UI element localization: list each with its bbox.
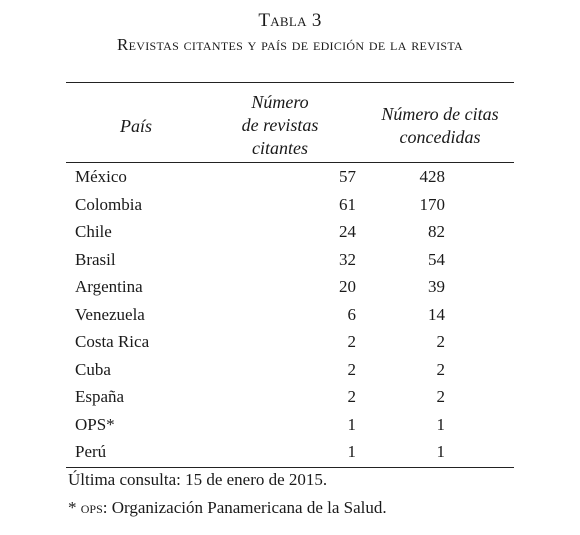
cell-journals: 6 — [347, 304, 356, 324]
table-row — [66, 277, 514, 305]
cell-country: Colombia — [75, 194, 143, 214]
table-row — [66, 442, 514, 470]
cell-journals: 2 — [347, 359, 356, 379]
cell-citations: 82 — [428, 222, 445, 241]
table-row — [66, 250, 514, 278]
header-journals-line-2: de revistas — [241, 115, 319, 135]
cell-citations: 2 — [436, 359, 445, 379]
table-row — [66, 167, 514, 195]
cell-journals: 24 — [339, 222, 356, 241]
cell-citations: 54 — [428, 249, 445, 269]
table-row — [66, 415, 514, 443]
cell-citations: 2 — [436, 387, 445, 406]
cell-journals: 1 — [347, 414, 356, 434]
header-country-label: País — [119, 116, 152, 136]
ops-footnote — [68, 498, 387, 518]
cell-citations: 428 — [419, 167, 445, 186]
cell-citations: 39 — [428, 277, 445, 296]
cell-citations: 14 — [428, 304, 445, 324]
header-country — [96, 115, 176, 138]
table-label: Tabla 3 — [258, 10, 322, 31]
cell-country: Cuba — [75, 359, 111, 379]
cell-country: Costa Rica — [75, 332, 150, 351]
table-row — [66, 387, 514, 415]
cell-journals: 57 — [339, 167, 356, 186]
table-row — [66, 305, 514, 333]
bottom-rule — [66, 467, 514, 468]
ops-footnote-text: : Organización Panamericana de la Salud. — [102, 498, 387, 517]
cell-country: Perú — [75, 442, 107, 461]
cell-country: OPS* — [75, 414, 115, 434]
cell-citations: 2 — [436, 332, 445, 351]
last-consult-note: Última consulta: 15 de enero de 2015. — [68, 470, 328, 489]
cell-journals: 61 — [339, 194, 356, 214]
cell-journals: 20 — [339, 277, 356, 296]
table-row — [66, 195, 514, 223]
table-row — [66, 332, 514, 360]
cell-journals: 1 — [347, 442, 356, 461]
header-journals-line-3: citantes — [252, 138, 308, 158]
cell-journals: 2 — [347, 387, 356, 406]
header-citations-line-2: concedidas — [399, 127, 481, 147]
cell-citations: 170 — [419, 194, 445, 214]
table-title: Revistas citantes y país de edición de la revista — [116, 35, 464, 54]
header-citations — [355, 103, 525, 149]
ops-footnote-marker: * — [68, 498, 81, 517]
table-row — [66, 222, 514, 250]
cell-country: Brasil — [75, 249, 116, 269]
cell-country: México — [75, 167, 127, 186]
header-journals-line-1: Número — [251, 92, 309, 112]
header-rule — [66, 162, 514, 163]
table-row — [66, 360, 514, 388]
cell-country: Argentina — [75, 277, 143, 296]
top-rule — [66, 82, 514, 83]
cell-journals: 32 — [339, 249, 356, 269]
header-citations-line-1: Número de citas — [381, 104, 499, 124]
header-journals — [220, 91, 340, 160]
cell-country: España — [75, 387, 125, 406]
ops-footnote-abbr: ops — [80, 498, 103, 517]
cell-citations: 1 — [436, 442, 445, 461]
cell-journals: 2 — [347, 332, 356, 351]
cell-country: Chile — [75, 222, 112, 241]
cell-country: Venezuela — [75, 304, 145, 324]
cell-citations: 1 — [436, 414, 445, 434]
